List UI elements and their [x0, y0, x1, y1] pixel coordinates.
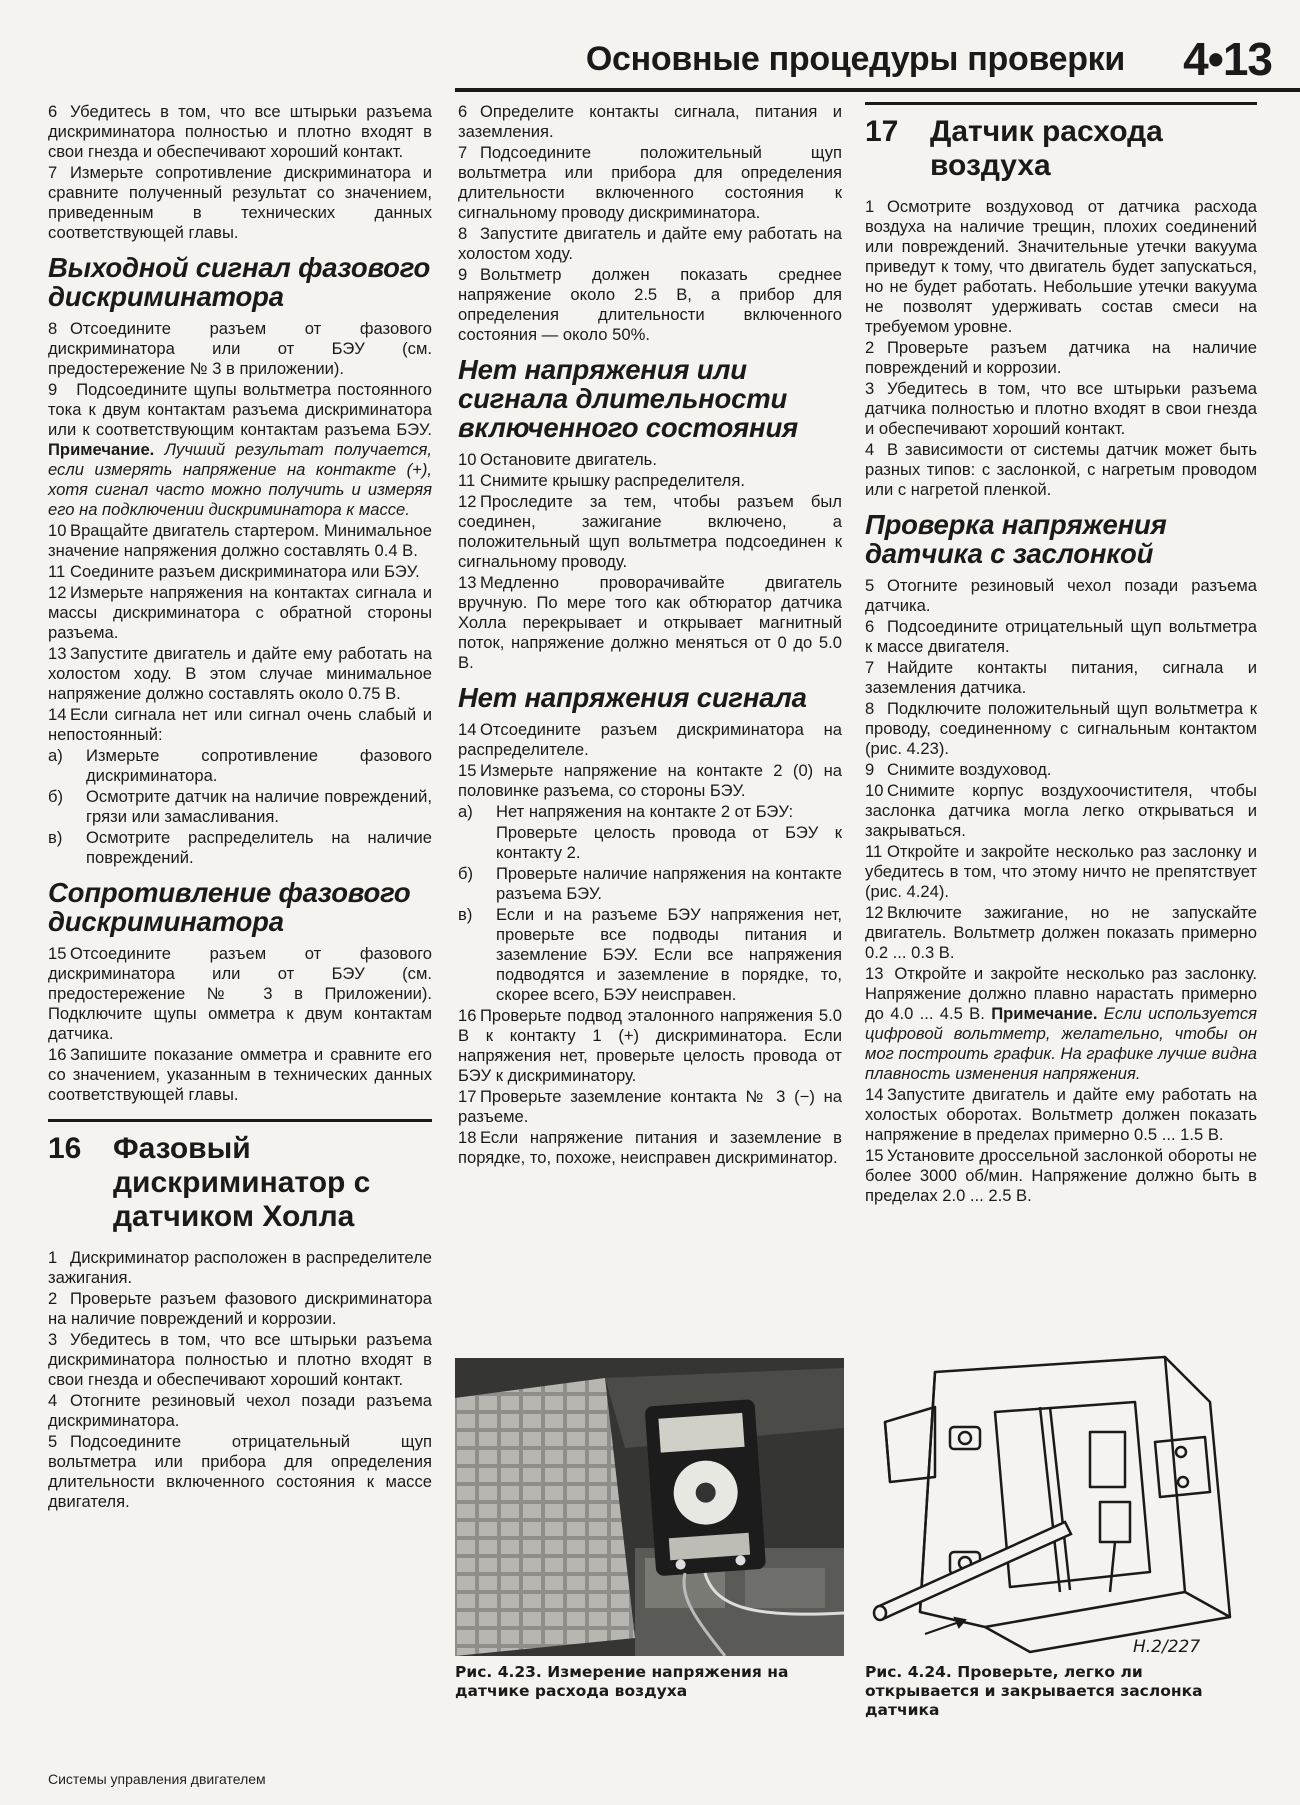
col1-block-1: [48, 102, 432, 243]
paragraph-9: 9 Подсоедините щупы вольтметра постоянного тока к двум контактам разъема дискриминатора или к соответствующим контактам разъема БЭУ. Примечание. Лучший результат получается, если измерять напряжение на контакте (+), хотя сигнал часто можно получить и измеряя его на подключении дискриминатора к массе.: [48, 380, 432, 519]
paragraph-text: Проверьте подвод эталонного напряжения 5.0 В к контакту 1 (+) дискриминатора. Если напряжения нет, проверьте целость провода от БЭУ к дискриминатору.: [458, 1006, 842, 1085]
page-header: [0, 30, 1300, 90]
paragraph-6: [458, 102, 842, 142]
section-16-number: 16: [48, 1132, 82, 1165]
paragraph-1: [48, 1248, 432, 1288]
column-3: [865, 102, 1257, 1207]
paragraph-number: 14: [48, 705, 67, 724]
list-item: [48, 787, 432, 827]
paragraph-1: [865, 197, 1257, 337]
paragraph-text: Установите дроссельной заслонкой обороты не более 3000 об/мин. Напряжение должно быть в пределах 2.0 ... 2.5 В.: [865, 1146, 1257, 1205]
paragraph-18: [458, 1128, 842, 1168]
paragraph-text: Осмотрите воздуховод от датчика расхода воздуха на наличие трещин, плохих соединений или повреждений. Значительные утечки вакуума приведут к тому, что двигатель будет запускаться, но не будет работать. Небольшие утечки вакуума не позволят удерживать состав смеси на требуемом уровне.: [865, 197, 1257, 336]
paragraph-2: [865, 338, 1257, 378]
figure-4-23-caption: Рис. 4.23. Измерение напряжения на датчике расхода воздуха: [455, 1663, 789, 1700]
paragraph-number: 13: [458, 573, 477, 592]
paragraph-8: [458, 224, 842, 264]
col1-list-14: [48, 746, 432, 868]
list-label: в): [48, 828, 63, 847]
col1-block-4: [48, 944, 432, 1105]
paragraph-text: Проверьте заземление контакта № 3 (−) на разъеме.: [458, 1087, 842, 1126]
paragraph-17: [458, 1087, 842, 1127]
paragraph-7: [458, 143, 842, 223]
paragraph-text: Запустите двигатель и дайте ему работать на холостом ходу.: [458, 224, 842, 263]
paragraph-number: 3: [865, 379, 875, 398]
paragraph-14: [458, 720, 842, 760]
section-16-heading: [48, 1119, 432, 1234]
paragraph-13: 13 Откройте и закройте несколько раз заслонку. Напряжение должно плавно нарастать примерно до 4.0 ... 4.5 В. Примечание. Если используется цифровой вольтметр, желательно, чтобы он мог построить график. На графике лучше видна плавность изменения напряжения.: [865, 964, 1257, 1083]
col2-block-2: [458, 450, 842, 673]
paragraph-text: Проверьте разъем датчика на наличие повреждений и коррозии.: [865, 338, 1257, 377]
paragraph-number: 8: [458, 224, 468, 243]
paragraph-text: Убедитесь в том, что все штырьки разъема датчика полностью и плотно входят в свои гнезда и обеспечивают хороший контакт.: [865, 379, 1257, 438]
paragraph-number: 4: [48, 1391, 58, 1410]
paragraph-3: [865, 379, 1257, 439]
subheading-resistance: Сопротивление фазового дискриминатора: [48, 877, 411, 937]
paragraph-text: Снимите крышку распределителя.: [480, 471, 745, 490]
list-item: [458, 905, 842, 1005]
paragraph-number: 14: [865, 1085, 884, 1104]
paragraph-text: Отогните резиновый чехол позади разъема датчика.: [865, 576, 1257, 615]
col2-block-4: [458, 1006, 842, 1168]
list-label: в): [458, 905, 473, 924]
paragraph-text: Подсоедините отрицательный щуп вольтметра или прибора для определения длительности включенного состояния к массе двигателя.: [48, 1432, 432, 1511]
paragraph-number: 9: [458, 265, 468, 284]
paragraph-11: [865, 842, 1257, 902]
paragraph-text: Вращайте двигатель стартером. Минимальное значение напряжения должно составлять 0.4 В.: [48, 521, 432, 560]
subheading-flap-sensor: Проверка напряжения датчика с заслонкой: [865, 509, 1167, 569]
flap-sensor-drawing-icon: [865, 1352, 1255, 1657]
subheading-output-signal: Выходной сигнал фазового дискриминатора: [48, 252, 431, 312]
paragraph-number: 10: [865, 781, 884, 800]
paragraph-number: 4: [865, 440, 875, 459]
paragraph-text: Проследите за тем, чтобы разъем был соединен, зажигание включено, а положительный щуп вольтметра подсоединен к сигнальному проводу.: [458, 492, 842, 571]
paragraph-text: Если напряжение питания и заземление в порядке, то, похоже, неисправен дискриминатор.: [458, 1128, 842, 1167]
paragraph-15: [458, 761, 842, 801]
paragraph-number: 7: [48, 163, 58, 182]
paragraph-number: 12: [458, 492, 477, 511]
paragraph-text: Запустите двигатель и дайте ему работать на холостых оборотах. Вольтметр должен показать напряжение в пределах примерно 0.5 ... 1.5 В.: [865, 1085, 1257, 1144]
paragraph-number: 11: [458, 471, 476, 490]
section-16-title: Фазовый дискриминатор с датчиком Холла: [113, 1132, 371, 1233]
paragraph-text: Убедитесь в том, что все штырьки разъема дискриминатора полностью и плотно входят в свои гнезда и обеспечивают хороший контакт.: [48, 1330, 432, 1389]
paragraph-8: [48, 319, 432, 379]
paragraph-number: 2: [865, 338, 875, 357]
section-17-number: 17: [865, 115, 899, 148]
paragraph-number: 13: [48, 644, 67, 663]
paragraph-text: Откройте и закройте несколько раз заслонку и убедитесь в том, что этому ничто не препятствует (рис. 4.24).: [865, 842, 1257, 901]
paragraph-5: [865, 576, 1257, 616]
paragraph-number: 15: [48, 944, 67, 963]
paragraph-number: 9: [865, 760, 875, 779]
paragraph-15: [48, 944, 432, 1044]
paragraph-number: 18: [458, 1128, 477, 1147]
paragraph-6: [48, 102, 432, 162]
drawing-code: H.2/227: [1133, 1637, 1201, 1657]
paragraph-text: Отсоедините разъем дискриминатора на распределителе.: [458, 720, 842, 759]
paragraph-text: Измерьте сопротивление дискриминатора и сравните полученный результат со значением, приведенным в технических данных соответствующей главы.: [48, 163, 432, 242]
paragraph-9: [865, 760, 1257, 780]
paragraph-number: 8: [865, 699, 875, 718]
column-2: [458, 102, 842, 1169]
subheading-no-signal-voltage: Нет напряжения сигнала: [458, 682, 807, 713]
paragraph-number: 5: [865, 576, 875, 595]
paragraph-6: [865, 617, 1257, 657]
list-text: Если и на разъеме БЭУ напряжения нет, проверьте все подводы питания и заземление БЭУ. Если все напряжения подводятся и заземление в порядке, то, скорее всего, БЭУ неисправен.: [496, 905, 842, 1004]
paragraph-12: [865, 903, 1257, 963]
paragraph-text: Подсоедините положительный щуп вольтметра или прибора для определения длительности включенного состояния к сигнальному проводу дискриминатора.: [458, 143, 842, 222]
paragraph-number: 15: [865, 1146, 884, 1165]
col1-block-3: [48, 521, 432, 745]
list-text: Осмотрите датчик на наличие повреждений, грязи или замасливания.: [86, 787, 432, 826]
paragraph-number: 7: [458, 143, 468, 162]
paragraph-number: 12: [865, 903, 884, 922]
paragraph-number: 11: [48, 562, 66, 581]
paragraph-text: Снимите корпус воздухоочистителя, чтобы заслонка датчика могла легко открываться и закрываться.: [865, 781, 1257, 840]
col3-block-3: [865, 1085, 1257, 1206]
paragraph-12: [458, 492, 842, 572]
paragraph-15: [865, 1146, 1257, 1206]
paragraph-number: 17: [458, 1087, 477, 1106]
multimeter-photo-icon: [455, 1358, 844, 1656]
paragraph-number: 6: [48, 102, 58, 121]
paragraph-2: [48, 1289, 432, 1329]
figure-4-23-photo: [455, 1358, 844, 1656]
section-17-title: Датчик расхода воздуха: [930, 115, 1163, 182]
paragraph-text: Найдите контакты питания, сигнала и заземления датчика.: [865, 658, 1257, 697]
paragraph-4: [865, 440, 1257, 500]
list-item: [458, 802, 842, 822]
paragraph-text: Определите контакты сигнала, питания и заземления.: [458, 102, 842, 141]
paragraph-8: [865, 699, 1257, 759]
paragraph-7: [865, 658, 1257, 698]
paragraph-7: [48, 163, 432, 243]
paragraph-text: Вольтметр должен показать среднее напряжение около 2.5 В, а прибор для определения длительности включенного состояния — около 50%.: [458, 265, 842, 344]
paragraph-10: [48, 521, 432, 561]
col3-block-2: [865, 576, 1257, 963]
paragraph-number: 7: [865, 658, 875, 677]
column-1: [48, 102, 432, 1513]
paragraph-number: 2: [48, 1289, 58, 1308]
paragraph-13: [458, 573, 842, 673]
paragraph-number: 10: [458, 450, 477, 469]
list-item: [48, 746, 432, 786]
paragraph-10: [865, 781, 1257, 841]
paragraph-text: Измерьте напряжение на контакте 2 (0) на половинке разъема, со стороны БЭУ.: [458, 761, 842, 800]
paragraph-number: 6: [458, 102, 468, 121]
paragraph-text: Убедитесь в том, что все штырьки разъема дискриминатора полностью и плотно входят в свои гнезда и обеспечивают хороший контакт.: [48, 102, 432, 161]
list-label: б): [458, 864, 474, 883]
paragraph-number: 12: [48, 583, 67, 602]
paragraph-number: 8: [48, 319, 58, 338]
paragraph-text: Проверьте разъем фазового дискриминатора на наличие повреждений и коррозии.: [48, 1289, 432, 1328]
paragraph-11: [458, 471, 842, 491]
paragraph-5: [48, 1432, 432, 1512]
paragraph-16: [458, 1006, 842, 1086]
paragraph-text: Запустите двигатель и дайте ему работать на холостом ходу. В этом случае минимальное напряжение должно составлять около 0.75 В.: [48, 644, 432, 703]
paragraph-text: В зависимости от системы датчик может быть разных типов: с заслонкой, с нагретым проводом или с нагретой пленкой.: [865, 440, 1257, 499]
paragraph-number: 1: [865, 197, 875, 216]
paragraph-14: [48, 705, 432, 745]
col2-list-15: [458, 802, 842, 1005]
figure-4-24-caption: Рис. 4.24. Проверьте, легко ли открывается и закрывается заслонка датчика: [865, 1663, 1203, 1719]
col3-block-1: [865, 197, 1257, 500]
subheading-no-voltage-duty: Нет напряжения или сигнала длительности включенного состояния: [458, 354, 799, 443]
paragraph-4: [48, 1391, 432, 1431]
paragraph-11: [48, 562, 432, 582]
paragraph-text: Отсоедините разъем от фазового дискриминатора или от БЭУ (см. предостережение № 3 в приложении).: [48, 319, 432, 378]
paragraph-text: Медленно проворачивайте двигатель вручную. По мере того как обтюратор датчика Холла перекрывает и открывает магнитный поток, напряжение должно меняться от 0 до 5.0 В.: [458, 573, 842, 672]
header-rule: [455, 88, 1300, 92]
paragraph-number: 1: [48, 1248, 58, 1267]
list-label: а): [48, 746, 63, 765]
paragraph-3: [48, 1330, 432, 1390]
paragraph-text: Отогните резиновый чехол позади разъема дискриминатора.: [48, 1391, 432, 1430]
paragraph-text: Остановите двигатель.: [480, 450, 657, 469]
paragraph-number: 16: [48, 1045, 67, 1064]
figure-4-24-drawing: [865, 1352, 1255, 1657]
page-number: 4•13: [1183, 33, 1272, 85]
paragraph-number: 6: [865, 617, 875, 636]
section-17-heading: [865, 102, 1257, 183]
header-title: Основные процедуры проверки: [585, 40, 1125, 78]
paragraph-number: 5: [48, 1432, 58, 1451]
paragraph-text: Если сигнала нет или сигнал очень слабый и непостоянный:: [48, 705, 432, 744]
list-text: Осмотрите распределитель на наличие повреждений.: [86, 828, 432, 867]
paragraph-12: [48, 583, 432, 643]
paragraph-14: [865, 1085, 1257, 1145]
list-item-extra: Проверьте целость провода от БЭУ к контакту 2.: [496, 823, 842, 862]
paragraph-text: Измерьте напряжения на контактах сигнала и массы дискриминатора с обратной стороны разъема.: [48, 583, 432, 642]
paragraph-number: 16: [458, 1006, 477, 1025]
page-footer: Системы управления двигателем: [48, 1771, 266, 1787]
paragraph-number: 11: [865, 842, 883, 861]
paragraph-text: Включите зажигание, но не запускайте двигатель. Вольтметр должен показать примерно 0.2 ... 0.3 В.: [865, 903, 1257, 962]
list-text: Нет напряжения на контакте 2 от БЭУ:: [496, 802, 794, 821]
list-item: [458, 864, 842, 904]
list-label: б): [48, 787, 64, 806]
list-item: [48, 828, 432, 868]
col2-block-3: [458, 720, 842, 801]
paragraph-text: Подсоедините отрицательный щуп вольтметра к массе двигателя.: [865, 617, 1257, 656]
paragraph-text: Запишите показание омметра и сравните его со значением, указанным в технических данных соответствующей главы.: [48, 1045, 432, 1104]
paragraph-number: 14: [458, 720, 477, 739]
paragraph-text: Дискриминатор расположен в распределителе зажигания.: [48, 1248, 432, 1287]
paragraph-9: [458, 265, 842, 345]
col2-block-1: [458, 102, 842, 345]
col1-block-5: [48, 1248, 432, 1512]
col1-block-2: [48, 319, 432, 379]
paragraph-text: Отсоедините разъем от фазового дискриминатора или от БЭУ (см. предостережение № 3 в Приложении). Подключите щупы омметра к двум контактам датчика.: [48, 944, 432, 1043]
paragraph-number: 10: [48, 521, 67, 540]
paragraph-number: 15: [458, 761, 477, 780]
list-label: а): [458, 802, 473, 821]
paragraph-number: 3: [48, 1330, 58, 1349]
list-text: Измерьте сопротивление фазового дискриминатора.: [86, 746, 432, 785]
paragraph-text: Снимите воздуховод.: [887, 760, 1052, 779]
paragraph-16: [48, 1045, 432, 1105]
paragraph-text: Соедините разъем дискриминатора или БЭУ.: [70, 562, 420, 581]
paragraph-13: [48, 644, 432, 704]
paragraph-10: [458, 450, 842, 470]
list-text: Проверьте наличие напряжения на контакте разъема БЭУ.: [496, 864, 842, 903]
paragraph-text: Подключите положительный щуп вольтметра к проводу, соединенному с сигнальным контактом (рис. 4.23).: [865, 699, 1257, 758]
